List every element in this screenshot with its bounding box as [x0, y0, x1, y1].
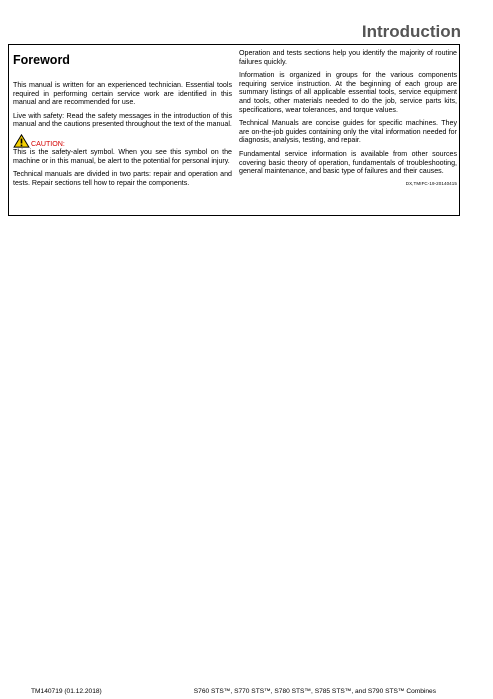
paragraph-technical-manuals: Technical Manuals are concise guides for specific machines. They are on-the-job guides containing only the vital information needed for diagnosis, analysis, testing, and repair.	[239, 119, 457, 145]
page-title: Introduction	[361, 22, 461, 41]
foreword-heading: Foreword	[13, 53, 70, 67]
footer-manual-id: TM140719 (01.12.2018)	[31, 688, 102, 695]
safety-alert-icon	[13, 134, 30, 148]
caution-row	[13, 134, 232, 148]
paragraph-operation-tests: Operation and tests sections help you identify the majority of routine failures quickly.	[239, 49, 457, 66]
foreword-box	[8, 44, 460, 216]
paragraph-fundamental-info: Fundamental service information is available from other sources covering basic theory of operation, fundamentals of troubleshooting, general maintenance, and basic type of failures and their causes.	[239, 149, 457, 176]
foreword-right-column	[239, 49, 457, 186]
foreword-left-column	[13, 49, 232, 192]
paragraph-safety: Live with safety: Read the safety messages in the introduction of this manual and the cautions presented throughout the text of the manual.	[13, 111, 232, 129]
document-code: DX,TMIFC-19-20140415	[405, 180, 457, 186]
paragraph-intro: This manual is written for an experienced technician. Essential tools required in performing certain service work are identified in this manual and are recommended for use.	[13, 81, 232, 107]
footer-models: S760 STS™, S770 STS™, S780 STS™, S785 STS™, and S790 STS™ Combines	[193, 688, 436, 695]
paragraph-manual-parts: Technical manuals are divided in two parts: repair and operation and tests. Repair sections tell how to repair the components.	[13, 170, 232, 187]
paragraph-organization: Information is organized in groups for the various components requiring service instruction. At the beginning of each group are summary listings of all applicable essential tools, service equipment and tools, other materials needed to do the job, service parts kits, specifications, wear tolerances, and torque values.	[239, 71, 457, 114]
caution-label: CAUTION:	[31, 139, 65, 148]
paragraph-caution: This is the safety-alert symbol. When you see this symbol on the machine or in this manual, be alert to the potential for personal injury.	[13, 147, 232, 165]
